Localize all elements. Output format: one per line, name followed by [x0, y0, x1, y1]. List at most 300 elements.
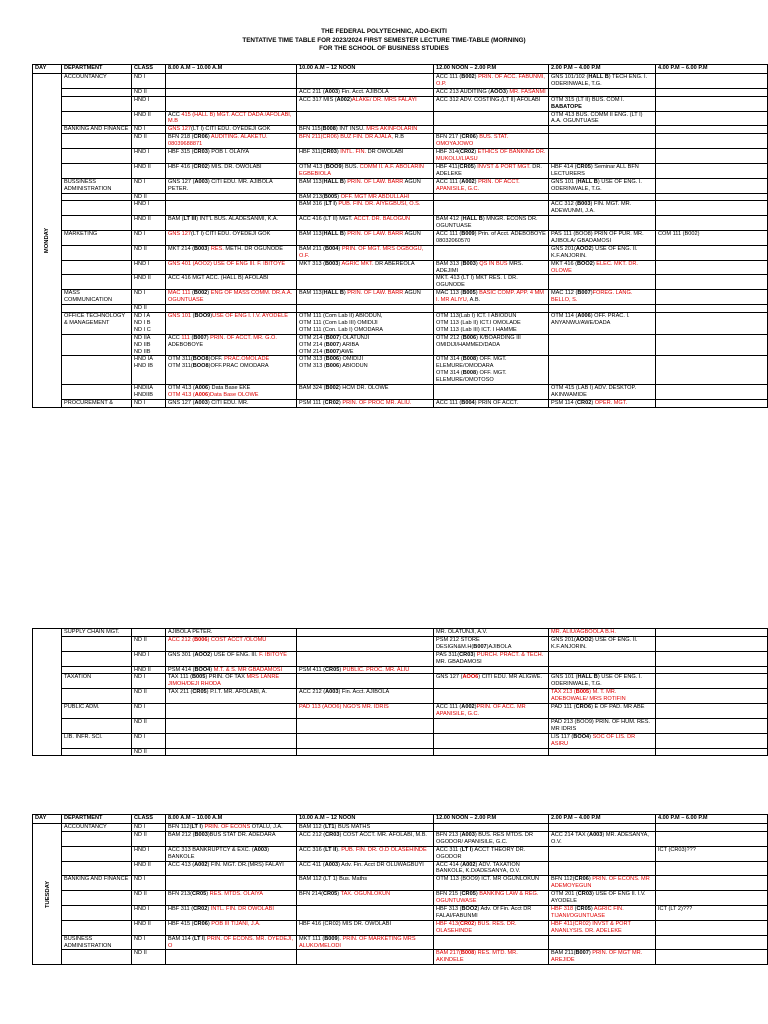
- cell-text: HBF 313 (: [436, 905, 462, 912]
- timeslot-cell: [549, 666, 656, 674]
- cell-text: ) Seminar ALL BFN LECTURERS: [551, 163, 639, 177]
- timeslot-cell: [434, 201, 549, 216]
- cell-text: ) BUS. RES MTDS. DR OGODOR/ APANISILE, G.C.: [436, 831, 533, 845]
- cell-text: ACC 211 (: [299, 88, 325, 95]
- cell-text: ): [589, 733, 593, 740]
- timeslot-cell: [434, 88, 549, 96]
- cell-text: A002: [461, 178, 475, 185]
- cell-text: BAM 313 (: [436, 260, 463, 267]
- department-cell: [62, 689, 132, 704]
- cell-text: COM 111 (B002): [658, 231, 700, 238]
- timeslot-cell: [549, 290, 656, 305]
- timeslot-cell: [297, 356, 434, 385]
- cell-text: CR05: [461, 891, 476, 898]
- col-slot-8am: 8.00 A.M – 10.00 A.M: [166, 65, 297, 74]
- cell-text: B008: [460, 950, 475, 957]
- cell-text: ACC 313 BANKRUPTCY & EXC. (: [168, 846, 254, 853]
- cell-text: A006: [194, 385, 209, 392]
- cell-text: CR02: [459, 149, 475, 156]
- class-cell: HND II: [132, 920, 166, 935]
- cell-text: ) ARIBA: [339, 341, 360, 348]
- cell-text: ) M. T. MR. ADEBOWALE/ MRS ROTIFIN: [551, 689, 626, 703]
- col-slot-12pm: 12.00 NOON – 2.00 P.M: [434, 65, 549, 74]
- timeslot-cell: [434, 96, 549, 111]
- table-row: [33, 163, 768, 178]
- cell-text: HBF 318: [551, 905, 574, 912]
- timeslot-cell: [166, 201, 297, 216]
- timeslot-cell: [297, 831, 434, 846]
- cell-text: B003: [194, 245, 208, 252]
- cell-text: BABATOPE: [551, 103, 582, 110]
- cell-text: ) ABIODUN: [339, 363, 368, 370]
- timeslot-cell: [297, 305, 434, 313]
- cell-text: PRIN. OF ACC. FABUNMI, O.P.: [436, 74, 545, 87]
- cell-text: B002: [325, 385, 339, 392]
- timeslot-cell: [166, 88, 297, 96]
- timeslot-cell: [434, 651, 549, 666]
- timeslot-cell: [166, 399, 297, 407]
- timeslot-cell: [297, 704, 434, 719]
- cell-text: AOO2: [575, 245, 592, 252]
- timeslot-cell: [434, 748, 549, 756]
- department-cell: [62, 748, 132, 756]
- timeslot-cell: [166, 334, 297, 356]
- timeslot-cell: [434, 134, 549, 149]
- cell-text: ): [210, 313, 213, 319]
- cell-text: OTM 113 (Lab III) ICT. I HAMME: [436, 326, 517, 333]
- cell-text: ACC 111 (: [436, 231, 462, 238]
- cell-text: ) RES. MTD. MR. AKINDELE: [436, 950, 518, 964]
- cell-text: R.B: [393, 134, 404, 141]
- cell-text: A003: [324, 88, 339, 95]
- cell-text: BAM 217(: [436, 950, 461, 957]
- table-row: [33, 74, 768, 89]
- timeslot-cell: [549, 74, 656, 89]
- cell-text: AOO3: [490, 88, 506, 95]
- cell-text: ) POB I. OLAIYA: [207, 149, 250, 156]
- cell-text: OTM 313 (: [299, 356, 326, 363]
- cell-text: ): [339, 666, 343, 673]
- department-cell: [62, 96, 132, 111]
- cell-text: BANKING LAW & REG. OGUNTUWASE: [436, 891, 539, 905]
- cell-text: B003: [462, 260, 476, 267]
- timeslot-cell: [549, 275, 656, 290]
- cell-text: BAM (: [168, 216, 184, 223]
- timeslot-cell: [549, 950, 656, 965]
- timeslot-cell: [434, 935, 549, 950]
- timeslot-cell: [656, 126, 768, 134]
- timeslot-cell: [434, 689, 549, 704]
- cell-text: B006: [325, 356, 340, 363]
- timeslot-cell: [549, 718, 656, 733]
- timeslot-cell: [297, 88, 434, 96]
- timeslot-cell: [549, 935, 656, 950]
- cell-text: ) OFF. MGT. ELEMURE/OMODARA: [436, 356, 507, 370]
- timeslot-cell: [656, 74, 768, 89]
- cell-text: ): [206, 891, 210, 898]
- timeslot-cell: [549, 149, 656, 164]
- timeslot-cell: [297, 905, 434, 920]
- cell-text: ) MIS. DR. OWOLABI: [207, 163, 262, 170]
- timeslot-cell: [434, 846, 549, 861]
- timeslot-cell: [297, 245, 434, 260]
- timeslot-cell: [549, 831, 656, 846]
- timeslot-cell: [549, 193, 656, 201]
- table-row: [33, 666, 768, 674]
- day-cell-continued: [33, 629, 62, 756]
- timeslot-cell: [166, 231, 297, 246]
- timeslot-cell: [549, 88, 656, 96]
- cell-text: MKT 416 (: [551, 260, 578, 267]
- cell-text: A006: [577, 313, 591, 319]
- timeslot-cell: [297, 748, 434, 756]
- cell-text: GNS 301 (: [168, 651, 195, 658]
- timeslot-cell: [656, 629, 768, 637]
- cell-text: METH. DR OGUNODE: [223, 245, 283, 252]
- table-row: [33, 313, 768, 335]
- cell-text: B006: [462, 334, 477, 341]
- timeslot-cell: [297, 201, 434, 216]
- table-row: [33, 905, 768, 920]
- class-cell: ND I: [132, 876, 166, 891]
- cell-text: HBF 415 (: [168, 920, 194, 927]
- table-row: [33, 674, 768, 689]
- department-cell: MASS COMMUNICATION: [62, 290, 132, 305]
- cell-text: ACC 312 (: [551, 201, 578, 208]
- cell-text: PRIN. OF ACCT. MR. G.O.: [210, 334, 277, 341]
- cell-text: M.T. & S. MR GBADAMOSI: [213, 666, 283, 673]
- cell-text: A003: [589, 831, 603, 838]
- monday-timetable: [32, 64, 768, 408]
- cell-text: ) BUS. RES. DR. OLASEHINDE: [436, 920, 517, 934]
- timeslot-cell: [297, 334, 434, 356]
- col-slot-4pm: 4.00 P.M – 6.00 P.M: [656, 815, 768, 824]
- timeslot-cell: [656, 134, 768, 149]
- cell-text: 111: [181, 334, 190, 341]
- timeslot-cell: [549, 313, 656, 335]
- department-cell: [62, 385, 132, 400]
- cell-text: BOO4: [194, 666, 211, 673]
- cell-text: PRIN. OF ECONS. MR ADEMOYEGUN: [551, 876, 650, 890]
- cell-text: ) OFF. PRAC. I. ANYANWU/AWE/DADA: [551, 313, 630, 326]
- timeslot-cell: [297, 178, 434, 193]
- table-row: [33, 96, 768, 111]
- cell-text: PAS 311(: [436, 651, 460, 658]
- cell-text: (: [190, 290, 194, 297]
- cell-text: GNS 101 (: [551, 674, 578, 681]
- class-cell: ND I: [132, 704, 166, 719]
- table-row: [33, 193, 768, 201]
- timeslot-cell: [297, 920, 434, 935]
- cell-text: )AWE: [339, 348, 354, 355]
- cell-text: CR05: [325, 666, 340, 673]
- class-cell: ND II: [132, 891, 166, 906]
- cell-text: ) USE OF ENG. II. K.F.ANJORIN.: [551, 245, 638, 259]
- timeslot-cell: [434, 163, 549, 178]
- cell-text: OTM 201 (: [551, 891, 578, 898]
- class-cell: ND II: [132, 831, 166, 846]
- cell-text: MKT 111 (: [299, 935, 325, 942]
- department-cell: BUSINESS ADMINISTRATION: [62, 935, 132, 950]
- cell-text: ACC 311 (: [436, 846, 462, 853]
- cell-text: OTM 113 (Lab II) ICT.I OMOLADE: [436, 319, 521, 326]
- cell-text: ACC 213 AUDITING (: [436, 88, 491, 95]
- cell-text: HBF 416 (: [168, 163, 194, 170]
- cell-text: ): [201, 824, 205, 830]
- timeslot-cell: [166, 950, 297, 965]
- cell-text: ): [475, 260, 480, 267]
- timeslot-cell: [549, 861, 656, 876]
- cell-text: TAX 211 (: [168, 689, 193, 696]
- timeslot-cell: [434, 950, 549, 965]
- department-cell: [62, 666, 132, 674]
- timeslot-cell: [434, 305, 549, 313]
- table-row: [33, 88, 768, 96]
- cell-text: INTL. FIN.: [340, 149, 367, 156]
- cell-text: ACC 416 MGT ACC. (HALL B) AFOLABI: [168, 275, 269, 282]
- cell-text: PSM 411 (: [299, 666, 326, 673]
- timeslot-cell: [434, 385, 549, 400]
- cell-text: A002: [462, 861, 476, 868]
- cell-text: A003: [194, 399, 208, 406]
- class-cell: HND II: [132, 111, 166, 126]
- timeslot-cell: [656, 861, 768, 876]
- table-row: [33, 275, 768, 290]
- timeslot-cell: [297, 96, 434, 111]
- class-cell: HND I: [132, 201, 166, 216]
- cell-text: LT I: [461, 846, 472, 853]
- cell-text: MRS LANRE JIMOH/DEJI RHODA: [168, 674, 280, 688]
- timeslot-cell: [549, 178, 656, 193]
- table-row: [33, 126, 768, 134]
- cell-text: OTM 111 (Com Lab III) OMIDIJI: [299, 319, 378, 326]
- department-cell: PUBLIC ADM.: [62, 704, 132, 719]
- class-cell: ND I: [132, 126, 166, 134]
- cell-text: OTM 413 BUS. COMM II ENG. (LT I) A.A. OGUNTUASE: [551, 111, 643, 125]
- timeslot-cell: [166, 689, 297, 704]
- timeslot-cell: [434, 74, 549, 89]
- cell-text: ) USE OF ENG. I. ODERINWALE, T.G.: [551, 674, 642, 688]
- department-cell: BANKING AND FINANCE: [62, 876, 132, 891]
- timeslot-cell: [549, 231, 656, 246]
- cell-text: (: [573, 905, 577, 912]
- timeslot-cell: [166, 651, 297, 666]
- timeslot-cell: [434, 149, 549, 164]
- cell-text: A006: [194, 391, 209, 398]
- timeslot-cell: [166, 935, 297, 950]
- timeslot-cell: [434, 231, 549, 246]
- cell-text: ACC 413 (: [168, 861, 195, 868]
- timeslot-cell: [656, 149, 768, 164]
- timeslot-cell: [434, 193, 549, 201]
- timeslot-cell: [656, 704, 768, 719]
- cell-text: BAM 316 (: [299, 201, 326, 208]
- cell-text: ) HCM DR. OLOWE: [338, 385, 389, 392]
- table-row: [33, 891, 768, 906]
- cell-text: OTM 314 (: [436, 356, 463, 363]
- cell-text: MKT. 413 (LT I) MKT RES. I. DR. OGUNODE: [436, 275, 518, 289]
- cell-text: MR. FASANMI: [509, 88, 546, 95]
- class-cell: HND I: [132, 260, 166, 275]
- cell-text: LT III: [183, 216, 197, 223]
- cell-text: CR06: [461, 134, 476, 141]
- cell-text: HBF 311 (: [168, 905, 194, 912]
- timeslot-cell: [434, 718, 549, 733]
- cell-text: ): [338, 399, 343, 406]
- cell-text: BOO9: [194, 313, 211, 319]
- cell-text: GNS 127 (: [436, 674, 463, 681]
- cell-text: HBF 414 (: [551, 163, 577, 170]
- cell-text: HBF 314(: [436, 149, 460, 156]
- table-row: [33, 846, 768, 861]
- cell-text: ) PRIN OF ACCT.: [474, 399, 519, 406]
- cell-text: AOO6: [462, 674, 479, 681]
- table-row: [33, 260, 768, 275]
- cell-text: B003: [194, 831, 208, 838]
- cell-text: B007: [575, 950, 589, 957]
- cell-text: BASIC COMP. APP. 4 MM I. MR ALIYU,: [436, 290, 544, 304]
- timeslot-cell: [297, 313, 434, 335]
- timeslot-cell: [166, 666, 297, 674]
- cell-text: AGUN: [403, 231, 421, 238]
- timeslot-cell: [297, 399, 434, 407]
- department-cell: BANKING AND FINANCE: [62, 126, 132, 134]
- timeslot-cell: [434, 704, 549, 719]
- table-row: [33, 935, 768, 950]
- cell-text: OTM 212 (: [436, 334, 463, 341]
- cell-text: B007: [325, 341, 340, 348]
- cell-text: ): [207, 245, 211, 252]
- col-slot-10am: 10.00 A.M – 12 NOON: [297, 65, 434, 74]
- cell-text: GNS 127: [168, 231, 192, 238]
- cell-text: B007: [577, 290, 591, 297]
- cell-text: (LT I) CITI EDU. OYEDEJI GOK: [191, 231, 271, 238]
- timeslot-cell: [166, 260, 297, 275]
- timeslot-cell: [297, 163, 434, 178]
- timeslot-cell: [297, 846, 434, 861]
- cell-text: ): [338, 260, 342, 267]
- timeslot-cell: [656, 674, 768, 689]
- cell-text: ACC 111 (: [436, 704, 462, 711]
- cell-text: B008: [462, 370, 477, 377]
- cell-text: BOO8: [192, 363, 209, 370]
- cell-text: )BUS STAT DR. ADEDARA: [207, 831, 276, 838]
- cell-text: PRIN. OF LAW. BARR: [347, 231, 404, 238]
- department-cell: [62, 636, 132, 651]
- cell-text: ): [343, 178, 348, 185]
- cell-text: ) OLATUNJI: [339, 334, 370, 341]
- cell-text: AOO2: [194, 651, 211, 658]
- cell-text: RES.: [210, 245, 224, 252]
- timeslot-cell: [297, 935, 434, 950]
- cell-text: CR02: [193, 163, 208, 170]
- cell-text: PRIN. OF ACC. MR APANISILE, G.C.: [436, 704, 526, 717]
- cell-text: PRIN. OF ECONS: [204, 824, 251, 830]
- cell-text: )AJIBOLA: [486, 643, 512, 650]
- cell-text: ): [474, 149, 478, 156]
- cell-text: ): [337, 891, 341, 898]
- cell-text: MRS AKINFOLARIN: [366, 126, 418, 133]
- table-row: [33, 950, 768, 965]
- cell-text: ACC 316 (: [299, 846, 326, 853]
- cell-text: ) INT INSU.: [335, 126, 367, 133]
- cell-text: PAD 213 (BOO9) PRIN. OF HUM. RES. MR IDRIS: [551, 718, 651, 732]
- timeslot-cell: [297, 260, 434, 275]
- cell-text: ACC 416 (LT II) MGT.: [299, 216, 354, 223]
- cell-text: GNS 201(: [551, 636, 576, 643]
- cell-text: BAM 113(: [299, 231, 324, 238]
- cell-text: ) CITI EDU. MR.: [207, 399, 249, 406]
- cell-text: A002: [194, 861, 208, 868]
- cell-text: BFN 211(CR06) BUZ FIN. DR AJALA,: [299, 134, 394, 141]
- cell-text: B005: [191, 674, 206, 681]
- cell-text: CR03: [322, 149, 337, 156]
- cell-text: ): [473, 163, 478, 170]
- header-row: [33, 65, 768, 74]
- department-cell: SUPPLY CHAIN MGT.: [62, 629, 132, 637]
- timeslot-cell: [297, 718, 434, 733]
- timeslot-cell: [297, 689, 434, 704]
- cell-text: CR05: [576, 905, 591, 912]
- cell-text: OTM 413 (: [299, 163, 326, 170]
- cell-text: OTM 314 (: [436, 370, 463, 377]
- class-cell: HNDIIA HNDIIB: [132, 385, 166, 400]
- timeslot-cell: [166, 290, 297, 305]
- class-cell: ND II: [132, 305, 166, 313]
- timeslot-cell: [549, 111, 656, 126]
- department-cell: [62, 831, 132, 846]
- cell-text: B008: [322, 126, 336, 133]
- cell-text: ACC 212 (: [168, 636, 195, 643]
- cell-text: ): [337, 193, 341, 200]
- timeslot-cell: [166, 111, 297, 126]
- cell-text: PSM 212 STORE DESIGN&M.H(: [436, 636, 480, 650]
- cell-text: ) P.I.T. MR. AFOLABI, A.: [206, 689, 267, 696]
- timeslot-cell: [434, 216, 549, 231]
- cell-text: GNS 127 (: [168, 178, 195, 185]
- timeslot-cell: [434, 636, 549, 651]
- cell-text: B005: [575, 689, 590, 696]
- cell-text: BAM 213(: [299, 193, 324, 200]
- cell-text: ACC: [168, 334, 182, 341]
- class-cell: ND II: [132, 950, 166, 965]
- timeslot-cell: [549, 629, 656, 637]
- cell-text: )OFF.: [208, 356, 225, 363]
- class-cell: ND I: [132, 824, 166, 832]
- timeslot-cell: [549, 399, 656, 407]
- timeslot-cell: [297, 861, 434, 876]
- department-cell: MARKETING: [62, 231, 132, 246]
- timeslot-cell: [656, 88, 768, 96]
- cell-text: ).: [337, 935, 343, 942]
- class-cell: HND II: [132, 666, 166, 674]
- timeslot-cell: [166, 718, 297, 733]
- cell-text: ACC 317 MIS (: [299, 96, 337, 103]
- cell-text: ) Data Base EKE: [208, 385, 251, 392]
- table-row: [33, 824, 768, 832]
- cell-text: ) CITI EDU. MR. AJIBOLA PETER.: [168, 178, 273, 192]
- class-cell: HND II: [132, 163, 166, 178]
- cell-text: A003: [194, 178, 208, 185]
- cell-text: GNS 401 (AOO2) USE OF ENG III. F. IBITOYE: [168, 260, 286, 267]
- cell-text: HALL B: [323, 178, 344, 185]
- class-cell: HND II: [132, 216, 166, 231]
- timeslot-cell: [434, 905, 549, 920]
- cell-text: ALAKE/ DR. MRS FALAYI: [351, 96, 417, 103]
- timeslot-cell: [297, 824, 434, 832]
- table-row: [33, 245, 768, 260]
- class-cell: ND I: [132, 74, 166, 89]
